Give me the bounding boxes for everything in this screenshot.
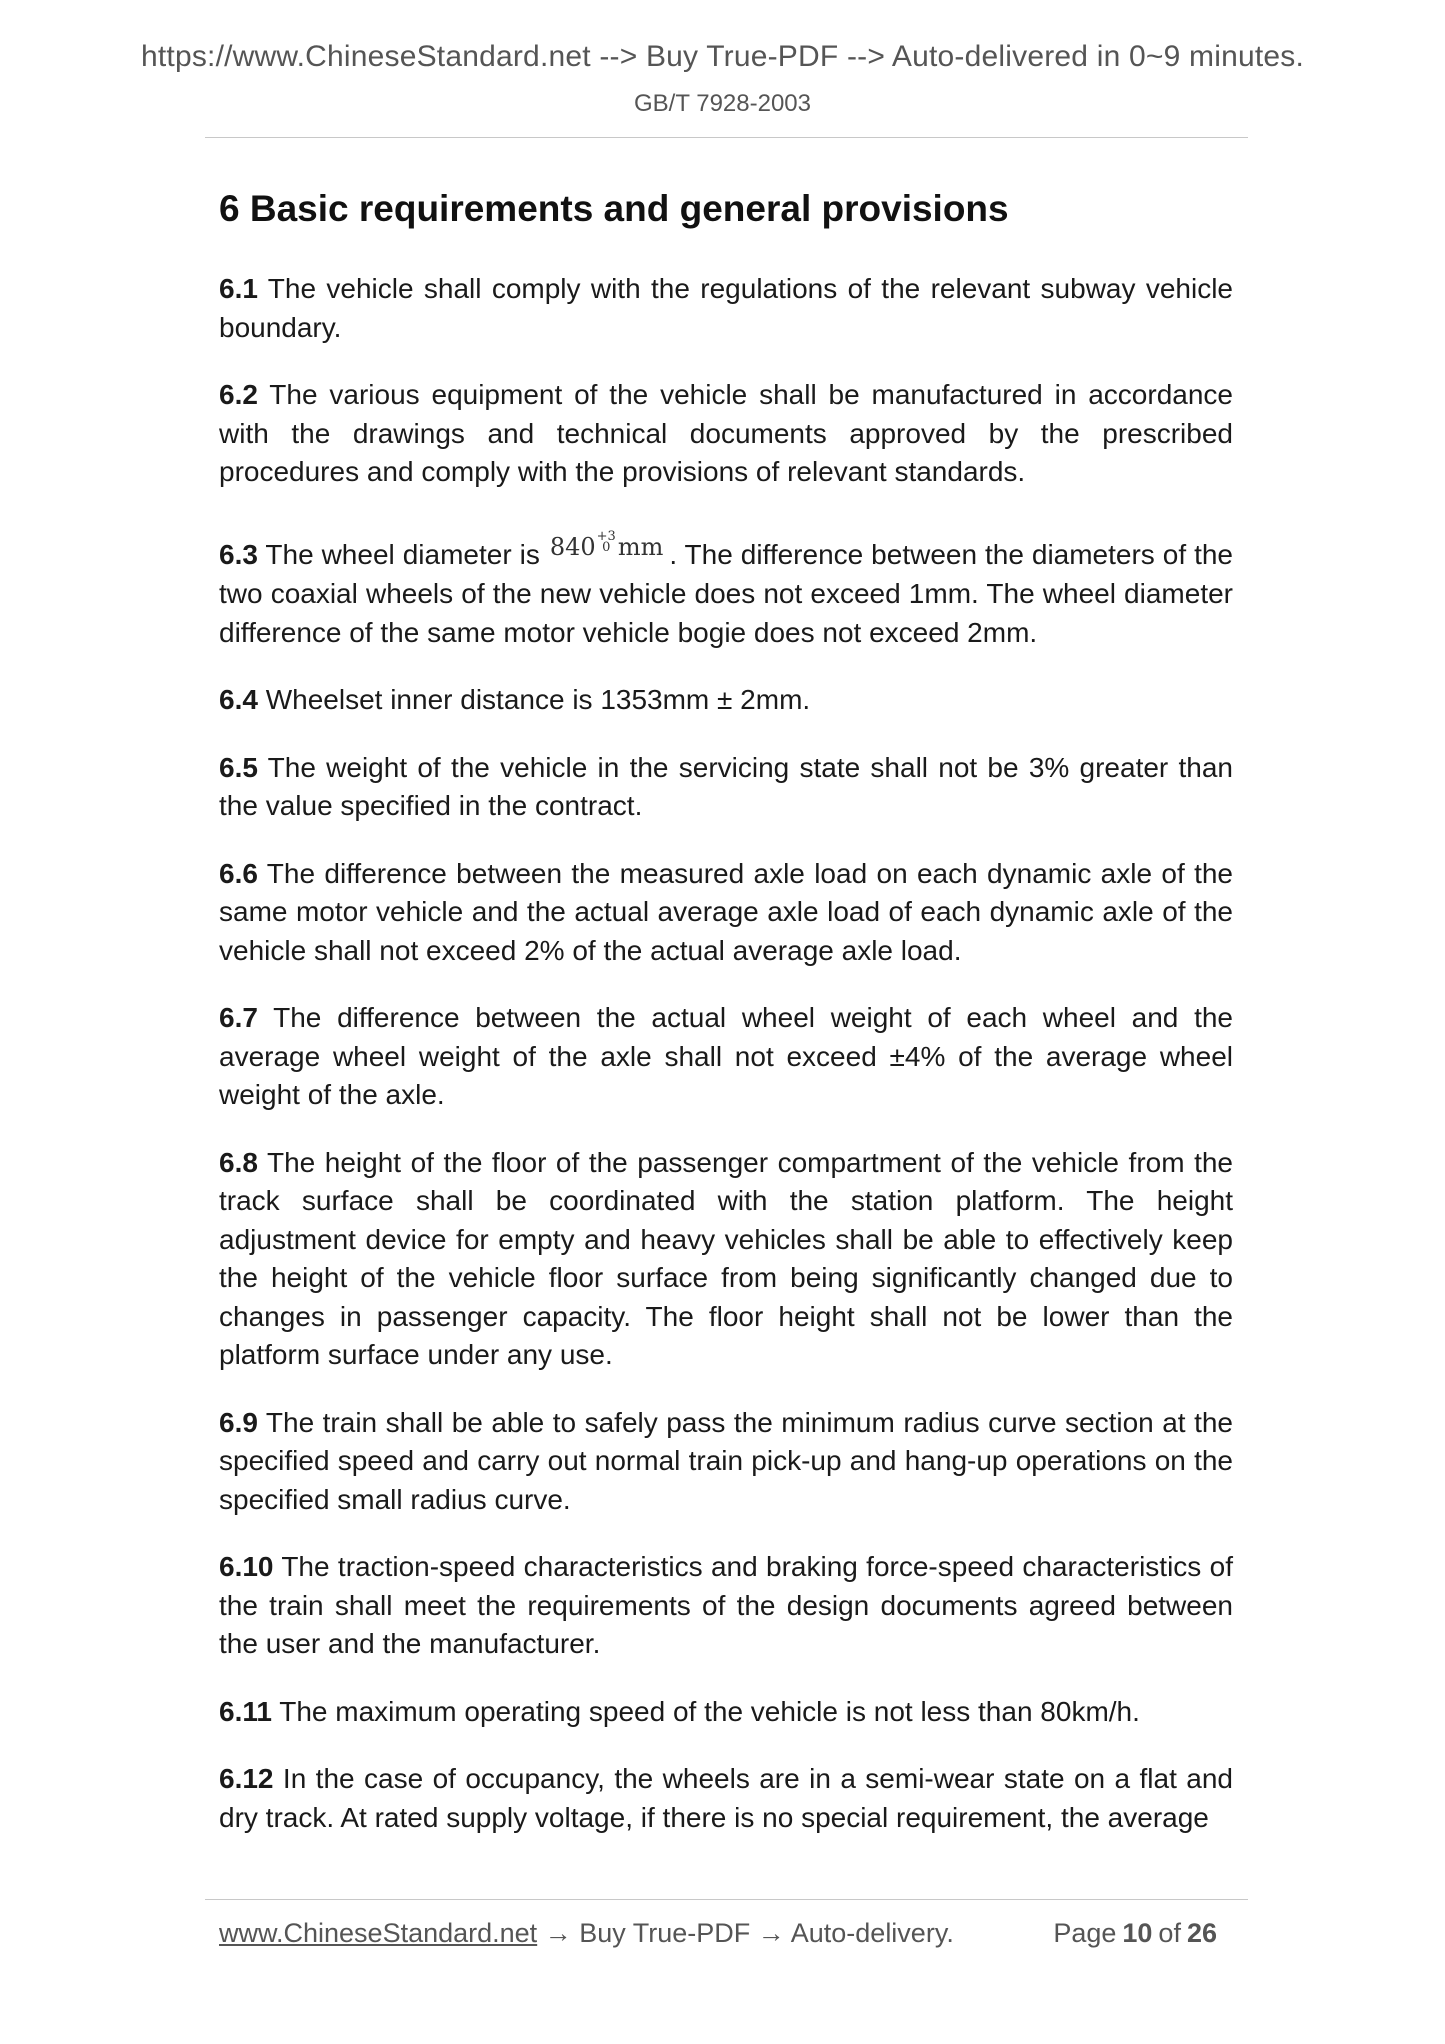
clause-number: 6.6 — [219, 857, 258, 889]
tolerance-upper: +3 — [596, 529, 616, 545]
clause-text: Wheelset inner distance is 1353mm ± 2mm. — [257, 684, 811, 716]
page-indicator — [1053, 1918, 1223, 1949]
footer-site-link[interactable]: www.ChineseStandard.net — [219, 1918, 538, 1948]
clause-text: The wheel diameter is — [257, 538, 540, 570]
clause-text: The weight of the vehicle in the servicing state shall not be 3% greater than the value specified in the contract. — [219, 751, 1233, 822]
clause-number: 6.9 — [219, 1406, 258, 1438]
clause-text: In the case of occupancy, the wheels are in a semi-wear state on a flat and dry track. At rated supply voltage, if there is no special requirement, the average — [219, 1763, 1233, 1833]
clause-number: 6.2 — [219, 379, 258, 411]
clause-text: The various equipment of the vehicle shall be manufactured in accordance with the drawings and technical documents approved by the prescribed procedures and comply with the provisions of relevant standards. — [219, 379, 1233, 488]
clause-6-4 — [219, 681, 1233, 720]
clause-text: The maximum operating speed of the vehicle is not less than 80km/h. — [271, 1695, 1140, 1727]
source-banner[interactable]: https://www.ChineseStandard.net --> Buy True-PDF --> Auto-delivered in 0~9 minutes. — [141, 40, 1304, 73]
page-label: Page — [1053, 1918, 1117, 1948]
page-content — [219, 180, 1233, 1866]
clause-6-12 — [219, 1760, 1233, 1837]
clause-number: 6.3 — [219, 538, 258, 570]
page-current: 10 — [1122, 1918, 1153, 1948]
clause-6-1 — [219, 270, 1233, 347]
clause-6-5 — [219, 749, 1233, 826]
clause-text: The difference between the actual wheel weight of each wheel and the average wheel weight of the axle shall not exceed ±4% of the average wheel weight of the axle. — [219, 1002, 1233, 1111]
footer-tagline: → Buy True-PDF → Auto-delivery. — [537, 1918, 954, 1948]
clause-text: The train shall be able to safely pass the minimum radius curve section at the specified speed and carry out normal train pick-up and hang-up operations on the specified small radius curve. — [219, 1406, 1233, 1515]
clause-6-8 — [219, 1144, 1233, 1375]
clause-text: The vehicle shall comply with the regulations of the relevant subway vehicle boundary. — [219, 273, 1233, 343]
clause-number: 6.7 — [219, 1002, 258, 1034]
footer-divider — [205, 1899, 1248, 1900]
of-label: of — [1158, 1918, 1181, 1948]
clause-6-2 — [219, 376, 1233, 492]
formula-tolerance — [596, 529, 616, 556]
clause-6-6 — [219, 855, 1233, 971]
clause-number: 6.11 — [219, 1695, 272, 1727]
tolerance-lower: 0 — [602, 540, 611, 556]
formula-base: 840 — [549, 532, 596, 561]
section-title: 6 Basic requirements and general provisions — [219, 188, 1009, 229]
page-footer — [219, 1918, 1233, 1949]
standard-code: GB/T 7928-2003 — [633, 90, 811, 117]
clause-6-11 — [219, 1693, 1233, 1732]
header-divider — [205, 137, 1248, 138]
clause-6-3 — [219, 529, 1233, 653]
clause-text: The difference between the measured axle load on each dynamic axle of the same motor vehicle and the actual average axle load of each dynamic axle of the vehicle shall not exceed 2% of the actual average axle load. — [219, 857, 1233, 966]
clause-text: The traction-speed characteristics and braking force-speed characteristics of the train shall meet the requirements of the design documents agreed between the user and the manufacturer. — [219, 1551, 1233, 1660]
clause-text: The height of the floor of the passenger compartment of the vehicle from the track surface shall be coordinated with the station platform. The height adjustment device for empty and heavy vehicles shall be able to effectively keep the height of the vehicle floor surface from being significantly changed due to changes in passenger capacity. The floor height shall not be lower than the platform surface under any use. — [219, 1146, 1233, 1371]
clause-6-7 — [219, 999, 1233, 1115]
clause-number: 6.4 — [219, 684, 258, 716]
clause-number: 6.12 — [219, 1763, 274, 1795]
clause-number: 6.8 — [219, 1146, 258, 1178]
formula-unit: mm — [617, 532, 664, 561]
wheel-diameter-formula — [549, 529, 664, 561]
page-total: 26 — [1186, 1918, 1217, 1948]
clause-text: . The difference between the diameters of the two coaxial wheels of the new vehicle does not exceed 1mm. The wheel diameter difference of the same motor vehicle bogie does not exceed 2mm. — [219, 538, 1233, 648]
clause-number: 6.10 — [219, 1551, 274, 1583]
clause-6-9 — [219, 1404, 1233, 1520]
clause-number: 6.5 — [219, 751, 258, 783]
clause-number: 6.1 — [219, 273, 258, 305]
clause-6-10 — [219, 1548, 1233, 1664]
